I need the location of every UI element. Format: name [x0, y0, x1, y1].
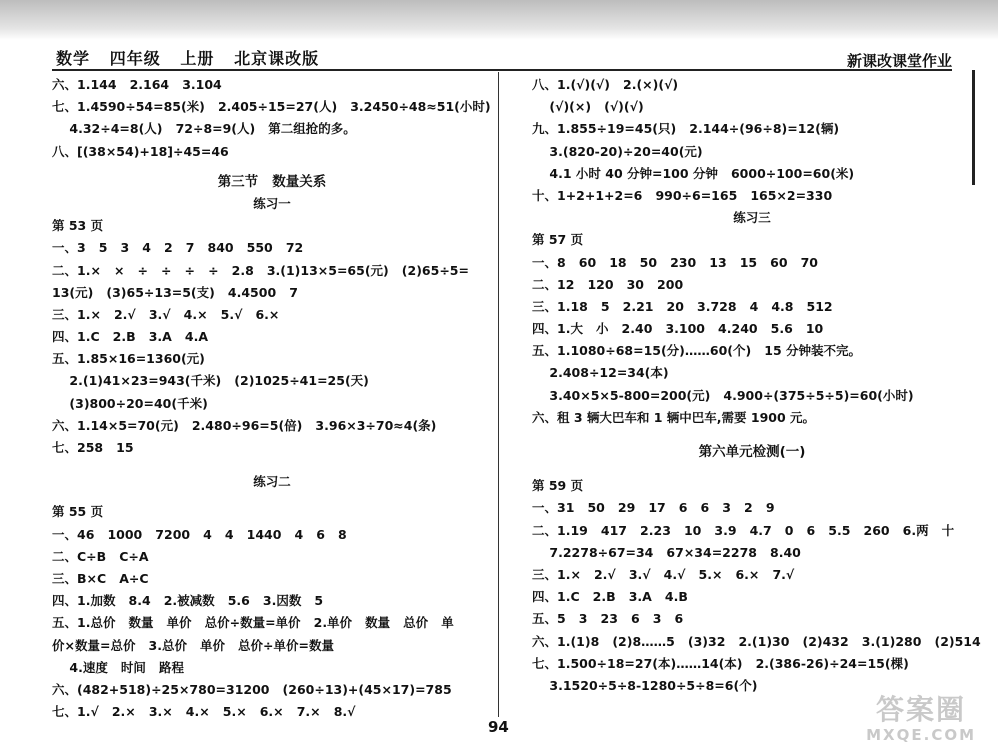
answer-line: 4.1 小时 40 分钟=100 分钟 6000÷100=60(米) — [532, 165, 855, 181]
series-title: 新课改课堂作业 — [846, 52, 952, 70]
answer-line: 2.408÷12=34(本) — [532, 365, 669, 381]
answer-line: 二、1.× × ÷ ÷ ÷ ÷ 2.8 3.(1)13×5=65(元) (2)65÷5= — [52, 262, 469, 278]
answer-line: 四、1.加数 8.4 2.被减数 5.6 3.因数 5 — [52, 593, 324, 609]
answer-line: 3.40×5×5-800=200(元) 4.900÷(375÷5÷5)=60(小时) — [532, 387, 914, 403]
answer-line: 三、1.18 5 2.21 20 3.728 4 4.8 512 — [532, 298, 833, 314]
left-column — [52, 74, 492, 723]
answer-line: 七、1.500÷18=27(本)……14(本) 2.(386-26)÷24=15(棵) — [532, 655, 909, 671]
column-divider — [498, 72, 499, 717]
right-column — [532, 74, 981, 697]
exercise-heading: 练习一 — [253, 195, 291, 211]
answer-line: 二、C÷B C÷A — [52, 548, 149, 564]
answer-line: 九、1.855÷19=45(只) 2.144÷(96÷8)=12(辆) — [532, 121, 840, 137]
answer-line: 七、258 15 — [52, 440, 134, 455]
answer-line: 六、1.14×5=70(元) 2.480÷96=5(倍) 3.96×3÷70≈4(条) — [52, 417, 437, 433]
answer-line: 二、12 120 30 200 — [532, 276, 684, 292]
answer-line: 五、1.1080÷68=15(分)……60(个) 15 分钟装不完。 — [532, 343, 862, 359]
answer-line: 十、1+2+1+2=6 990÷6=165 165×2=330 — [532, 187, 833, 203]
answer-line: 三、1.× 2.√ 3.√ 4.√ 5.× 6.× 7.√ — [532, 566, 795, 582]
answer-line: 五、1.85×16=1360(元) — [52, 351, 205, 367]
section-heading: 第三节 数量关系 — [217, 173, 327, 190]
answer-line: 六、(482+518)÷25×780=31200 (260÷13)+(45×17)=785 — [52, 681, 452, 697]
answer-line: 一、8 60 18 50 230 13 15 60 70 — [532, 254, 818, 270]
answer-line: 3.1520÷5÷8-1280÷5÷8=6(个) — [532, 677, 758, 693]
answer-line: 7.2278÷67=34 67×34=2278 8.40 — [532, 544, 801, 560]
page-ref: 第 59 页 — [532, 478, 584, 494]
answer-line: 一、3 5 3 4 2 7 840 550 72 — [52, 240, 304, 256]
answer-line: 4.32÷4=8(人) 72÷8=9(人) 第二组抢的多。 — [52, 121, 356, 137]
answer-line: 4.速度 时间 路程 — [52, 659, 184, 675]
answer-line: 六、1.144 2.164 3.104 — [52, 77, 222, 92]
answer-line: 一、31 50 29 17 6 6 3 2 9 — [532, 500, 775, 516]
answer-line: 六、租 3 辆大巴车和 1 辆中巴车,需要 1900 元。 — [532, 409, 816, 425]
unit-test-heading: 第六单元检测(一) — [698, 444, 806, 460]
answer-line: 13(元) (3)65÷13=5(支) 4.4500 7 — [52, 284, 298, 300]
answer-line: (√)(×) (√)(√) — [532, 99, 644, 115]
answer-line: 五、1.总价 数量 单价 总价÷数量=单价 2.单价 数量 总价 单 — [52, 615, 454, 631]
watermark-url: MXQE.COM — [866, 726, 976, 744]
answer-line: 七、1.√ 2.× 3.× 4.× 5.× 6.× 7.× 8.√ — [52, 704, 356, 720]
watermark — [866, 688, 976, 744]
answer-line: 3.(820-20)÷20=40(元) — [532, 143, 703, 159]
answer-line: 七、1.4590÷54=85(米) 2.405÷15=27(人) 3.2450÷48≈51(小时) — [52, 99, 491, 115]
answer-line: 六、1.(1)8 (2)8……5 (3)32 2.(1)30 (2)432 3.(1)280 (2)514 — [532, 633, 981, 649]
answer-line: 五、5 3 23 6 3 6 — [532, 611, 684, 627]
answer-line: 价×数量=总价 3.总价 单价 总价÷单价=数量 — [52, 637, 335, 653]
header-rule — [52, 69, 952, 71]
answer-line: 八、[(38×54)+18]÷45=46 — [52, 143, 229, 159]
page-ref: 第 55 页 — [52, 504, 104, 520]
exercise-heading: 练习三 — [733, 210, 771, 226]
answer-line: 三、B×C A÷C — [52, 570, 149, 586]
answer-line: 一、46 1000 7200 4 4 1440 4 6 8 — [52, 526, 347, 542]
page-ref: 第 53 页 — [52, 218, 104, 234]
answer-line: 三、1.× 2.√ 3.√ 4.× 5.√ 6.× — [52, 306, 280, 322]
answer-line: 四、1.C 2.B 3.A 4.B — [532, 589, 688, 605]
scan-top-band — [0, 0, 998, 40]
book-title: 数学 四年级 上册 北京课改版 — [56, 49, 320, 68]
watermark-logo: 答案圈 — [876, 693, 967, 726]
page-number: 94 — [488, 718, 509, 736]
exercise-heading: 练习二 — [253, 474, 291, 490]
answer-line: 2.(1)41×23=943(千米) (2)1025÷41=25(天) — [52, 373, 369, 389]
answer-line: (3)800÷20=40(千米) — [52, 395, 208, 411]
answer-line: 八、1.(√)(√) 2.(×)(√) — [532, 77, 679, 92]
margin-bar — [972, 70, 975, 185]
page-ref: 第 57 页 — [532, 232, 584, 248]
answer-line: 四、1.C 2.B 3.A 4.A — [52, 329, 208, 345]
answer-line: 四、1.大 小 2.40 3.100 4.240 5.6 10 — [532, 321, 824, 337]
answer-line: 二、1.19 417 2.23 10 3.9 4.7 0 6 5.5 260 6.两 十 — [532, 522, 955, 538]
